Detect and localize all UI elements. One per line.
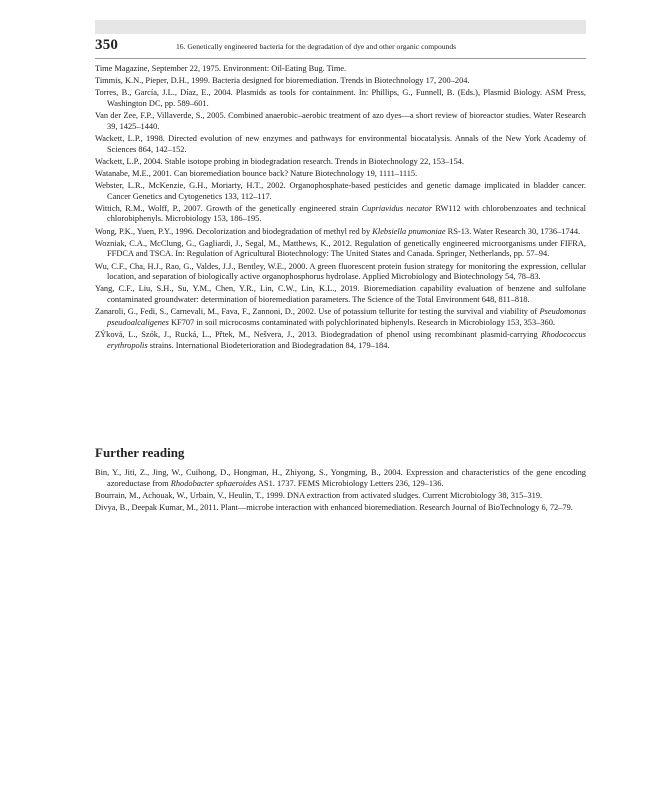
further-reading-entry [95, 503, 586, 514]
reference-text: RW112 with chlorobenzoates and technical chlorobiphenyls. Microbiology 153, 186–195. [107, 203, 586, 224]
reference-entry [95, 88, 586, 109]
further-reading-title: Further reading [95, 445, 185, 460]
reference-text: Time Magazine, September 22, 1975. Environment: Oil-Eating Bug. Time. [95, 64, 347, 73]
reference-text: Wong, P.K., Yuen, P.Y., 1996. Decolorization and biodegradation of methyl red by [95, 226, 373, 236]
reference-entry [95, 134, 586, 155]
species-name: Rhodococcus erythropolis [107, 329, 586, 350]
species-name: Rhodobacter sphaeroides [170, 478, 257, 488]
reference-entry [95, 307, 586, 328]
reference-text: Bourrain, M., Achouak, W., Urbain, V., Heulin, T., 1999. DNA extraction from activated sludges. Current Microbiology 38, 315–319. [95, 490, 543, 500]
page-number: 350 [95, 37, 119, 53]
species-name: Cupriavidus necator [361, 203, 432, 213]
reference-text: Timmis, K.N., Pieper, D.H., 1999. Bacteria designed for bioremediation. Trends in Biotechnology 17, 200–204. [95, 76, 470, 86]
reference-text: ZÝková, L., Szók, J., Rucká, L., Přtek, M., Nešvera, J., 2013. Biodegradation of phenol using recombinant plasmid-carrying [95, 329, 542, 339]
reference-entry [95, 284, 586, 305]
reference-text: Yang, C.F., Liu, S.H., Su, Y.M., Chen, Y.R., Lin, C.W., Lin, K.L., 2019. Bioremediation capability evaluation of benzene and sulfolane contaminated groundwater: determination of bioremediation parameters. The Science of the Total Environment 648, 811–818. [95, 284, 586, 304]
reference-entry [95, 169, 586, 180]
reference-entry [95, 157, 586, 168]
reference-entry [95, 239, 586, 260]
reference-entry [95, 76, 586, 87]
reference-text: KF707 in soil microcosms contaminated with polychlorinated biphenyls. Research in Microbiology 153, 353–360. [168, 317, 556, 327]
reference-entry [95, 204, 586, 225]
reference-text: RS-13. Water Research 30, 1736–1744. [445, 226, 581, 236]
reference-text: Van der Zee, F.P., Villaverde, S., 2005. Combined anaerobic–aerobic treatment of azo dyes—a short review of bioreactor studies. Water Research 39, 1425–1440. [95, 111, 586, 131]
further-reading-entry [95, 491, 586, 502]
reference-text: Wackett, L.P., 2004. Stable isotope probing in biodegradation research. Trends in Biotechnology 22, 153–154. [95, 156, 464, 166]
reference-text: Webster, L.R., McKenzie, G.H., Moriarty, H.T., 2002. Organophosphate-based pesticides and genetic damage implicated in bladder cancer. Cancer Genetics and Cytogenetics 133, 112–117. [95, 181, 586, 201]
reference-list [95, 64, 586, 353]
reference-text: Torres, B., García, J.L., Díaz, E., 2004. Plasmids as tools for containment. In: Phillips, G., Funnell, B. (Eds.), Plasmid Biology. ASM Press, Washington DC, pp. 589–601. [95, 88, 586, 108]
reference-entry [95, 111, 586, 132]
reference-text: Bin, Y., Jiti, Z., Jing, W., Cuihong, D., Hongman, H., Zhiyong, S., Yongming, B., 2004. Expression and characteristics of the gene encoding azoreductase from [95, 468, 586, 488]
species-name: Klebsiella pnumoniae [372, 226, 446, 236]
reference-entry [95, 330, 586, 351]
reference-text: Watanabe, M.E., 2001. Can bioremediation bounce back? Nature Biotechnology 19, 1111–1115. [95, 168, 418, 178]
running-head: 16. Genetically engineered bacteria for the degradation of dye and other organic compounds [176, 42, 457, 51]
reference-entry [95, 227, 586, 238]
reference-text: Wackett, L.P., 1998. Directed evolution of new enzymes and pathways for environmental biocatalysis. Annals of the New York Academy of Sciences 864, 142–152. [95, 133, 586, 154]
reference-text: Divya, B., Deepak Kumar, M., 2011. Plant—microbe interaction with enhanced bioremediation. Research Journal of BioTechnology 6, 72–79. [95, 502, 573, 512]
reference-text: AS1. 1737. FEMS Microbiology Letters 236, 129–136. [256, 478, 444, 488]
further-reading-list [95, 468, 586, 515]
header-rule [95, 58, 586, 59]
reference-text: Wu, C.F., Cha, H.J., Rao, G., Valdes, J.J., Bentley, W.E., 2000. A green fluorescent protein fusion strategy for monitoring the expression, cellular location, and separation of biologically active organophosphorus hydrolase. Applied Microbiology and Biotechnology 54, 78–83. [95, 261, 586, 282]
reference-entry [95, 64, 586, 75]
reference-entry [95, 181, 586, 202]
reference-text: Wozniak, C.A., McClung, G., Gagliardi, J., Segal, M., Matthews, K., 2012. Regulation of genetically engineered microorganisms under FIFRA, FFDCA and TSCA. In: Regulation of Agricultural Biotechnology: The United States and Canada. Springer, Netherlands, pp. 57–94. [95, 238, 586, 259]
reference-text: Zanaroli, G., Fedi, S., Carnevali, M., Fava, F., Zannoni, D., 2002. Use of potassium tellurite for testing the survival and viability of [95, 307, 540, 317]
reference-text: Wittich, R.M., Wolff, P., 2007. Growth of the genetically engineered strain [95, 203, 362, 213]
reference-text: strains. International Biodeterioration and Biodegradation 84, 179–184. [147, 340, 390, 350]
reference-entry [95, 262, 586, 283]
further-reading-entry [95, 468, 586, 489]
header-bar [95, 20, 586, 34]
species-name: Pseudomonas pseudoalcaligenes [107, 307, 586, 327]
